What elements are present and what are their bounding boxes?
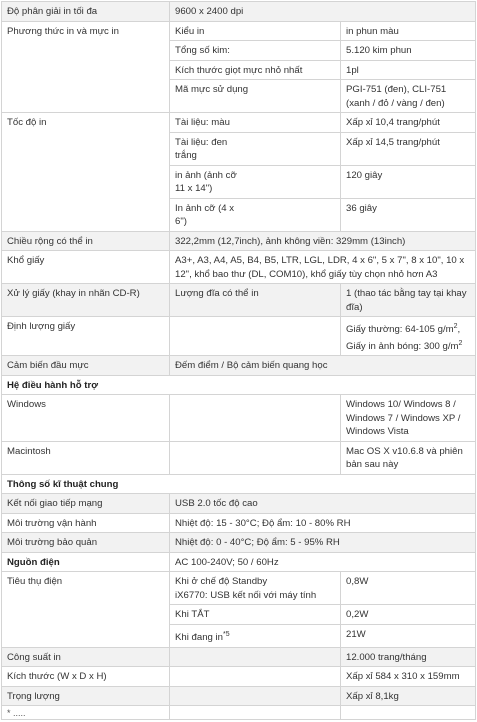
spec-value: Nhiệt độ: 0 - 40°C; Độ ẩm: 5 - 95% RH bbox=[170, 533, 476, 553]
spec-row-width bbox=[2, 231, 476, 251]
paper-weight-photo: , Giấy in ảnh bóng: 300 g/m bbox=[346, 324, 461, 352]
spec-label: Độ phân giải in tối đa bbox=[2, 2, 170, 22]
spec-empty-cell bbox=[170, 706, 341, 720]
spec-row-speed-color bbox=[2, 113, 476, 133]
spec-label: Chiều rộng có thể in bbox=[2, 231, 170, 251]
superscript: 2 bbox=[453, 323, 458, 330]
spec-sub-label: Tài liệu: đen trắng bbox=[170, 132, 341, 165]
spec-value bbox=[341, 317, 476, 356]
spec-empty-cell bbox=[170, 317, 341, 356]
spec-label: Khổ giấy bbox=[2, 251, 170, 284]
footnote-marker: *5 bbox=[223, 630, 230, 638]
spec-sub-label: Khi TẮT bbox=[170, 605, 341, 625]
spec-label: Định lượng giấy bbox=[2, 317, 170, 356]
spec-value: 120 giây bbox=[341, 165, 476, 198]
spec-section-os bbox=[2, 375, 476, 395]
spec-value: 322,2mm (12,7inch), ảnh không viền: 329mm (13inch) bbox=[170, 231, 476, 251]
spec-value: AC 100-240V; 50 / 60Hz bbox=[170, 552, 476, 572]
spec-row-mac bbox=[2, 441, 476, 474]
standby-note: iX6770: USB kết nối với máy tính bbox=[175, 589, 317, 601]
spec-empty-cell bbox=[170, 441, 341, 474]
spec-empty-cell bbox=[170, 667, 341, 687]
spec-label: Tốc độ in bbox=[2, 113, 170, 232]
spec-sub-label: Kích thước giọt mực nhỏ nhất bbox=[170, 60, 341, 80]
spec-empty-cell bbox=[170, 395, 341, 442]
spec-value: A3+, A3, A4, A5, B4, B5, LTR, LGL, LDR, 4 x 6", 5 x 7", 8 x 10", 10 x 12", khổ bao thư (DL, COM10), khổ giấy tùy chọn nhỏ hơn A3 bbox=[170, 251, 476, 284]
spec-row-operating-env bbox=[2, 513, 476, 533]
spec-row-interface bbox=[2, 494, 476, 514]
spec-label: Kết nối giao tiếp mạng bbox=[2, 494, 170, 514]
spec-row-resolution bbox=[2, 2, 476, 22]
spec-value: PGI-751 (đen), CLI-751 (xanh / đỏ / vàng / đen) bbox=[341, 80, 476, 113]
spec-label: Windows bbox=[2, 395, 170, 442]
spec-label: Trọng lượng bbox=[2, 686, 170, 706]
section-heading: Hệ điều hành hỗ trợ bbox=[2, 375, 476, 395]
spec-value: Windows 10/ Windows 8 / Windows 7 / Windows XP / Windows Vista bbox=[341, 395, 476, 442]
spec-section-general bbox=[2, 474, 476, 494]
spec-value: Xấp xỉ 584 x 310 x 159mm bbox=[341, 667, 476, 687]
spec-label: Môi trường vận hành bbox=[2, 513, 170, 533]
spec-label: Cảm biến đầu mực bbox=[2, 356, 170, 376]
cut-off-footnote: * ..... bbox=[2, 706, 170, 720]
spec-row-dimensions bbox=[2, 667, 476, 687]
spec-value: Xấp xỉ 8,1kg bbox=[341, 686, 476, 706]
spec-value: 36 giây bbox=[341, 198, 476, 231]
spec-row-ink-sensor bbox=[2, 356, 476, 376]
spec-sub-label: Mã mực sử dụng bbox=[170, 80, 341, 113]
spec-value: 12.000 trang/tháng bbox=[341, 647, 476, 667]
spec-label: Phương thức in và mực in bbox=[2, 21, 170, 113]
printing-label: Khi đang in bbox=[175, 632, 224, 644]
spec-value: 5.120 kim phun bbox=[341, 41, 476, 61]
standby-label: Khi ở chế độ Standby bbox=[175, 576, 268, 588]
spec-value: 1pl bbox=[341, 60, 476, 80]
spec-label: Kích thước (W x D x H) bbox=[2, 667, 170, 687]
spec-value: 0,8W bbox=[341, 572, 476, 605]
section-heading: Thông số kĩ thuật chung bbox=[2, 474, 476, 494]
spec-sub-label bbox=[170, 572, 341, 605]
spec-row-power-source bbox=[2, 552, 476, 572]
spec-sub-label: Tổng số kim: bbox=[170, 41, 341, 61]
spec-value: USB 2.0 tốc độ cao bbox=[170, 494, 476, 514]
spec-empty-cell bbox=[341, 706, 476, 720]
spec-row-duty bbox=[2, 647, 476, 667]
spec-value: 21W bbox=[341, 624, 476, 647]
spec-value: Xấp xỉ 14,5 trang/phút bbox=[341, 132, 476, 165]
spec-label: Tiêu thụ điện bbox=[2, 572, 170, 647]
spec-table bbox=[1, 1, 476, 720]
spec-label: Macintosh bbox=[2, 441, 170, 474]
spec-row-power-standby bbox=[2, 572, 476, 605]
spec-sub-label bbox=[170, 624, 341, 647]
spec-value: Mac OS X v10.6.8 và phiên bản sau này bbox=[341, 441, 476, 474]
spec-label: Xử lý giấy (khay in nhãn CD-R) bbox=[2, 284, 170, 317]
spec-row-paper-handling bbox=[2, 284, 476, 317]
spec-sub-label: Lượng đĩa có thể in bbox=[170, 284, 341, 317]
spec-value: 9600 x 2400 dpi bbox=[170, 2, 476, 22]
spec-label: Nguồn điện bbox=[2, 552, 170, 572]
spec-value: 1 (thao tác bằng tay tại khay đĩa) bbox=[341, 284, 476, 317]
spec-row-paper-size bbox=[2, 251, 476, 284]
spec-value: in phun màu bbox=[341, 21, 476, 41]
spec-value: Xấp xỉ 10,4 trang/phút bbox=[341, 113, 476, 133]
spec-row-cut bbox=[2, 706, 476, 720]
spec-row-method-type bbox=[2, 21, 476, 41]
spec-value: Nhiệt độ: 15 - 30°C; Độ ẩm: 10 - 80% RH bbox=[170, 513, 476, 533]
spec-sub-label: In ảnh cỡ (4 x 6") bbox=[170, 198, 341, 231]
spec-sub-label: Kiểu in bbox=[170, 21, 341, 41]
spec-value: Đếm điểm / Bộ cảm biến quang học bbox=[170, 356, 476, 376]
spec-empty-cell bbox=[170, 686, 341, 706]
spec-sub-label: Tài liệu: màu bbox=[170, 113, 341, 133]
spec-sub-label: in ảnh (ảnh cỡ 11 x 14") bbox=[170, 165, 341, 198]
spec-empty-cell bbox=[170, 647, 341, 667]
superscript: 2 bbox=[458, 339, 463, 347]
spec-row-windows bbox=[2, 395, 476, 442]
spec-row-paper-weight bbox=[2, 317, 476, 356]
spec-label: Công suất in bbox=[2, 647, 170, 667]
spec-label: Môi trường bảo quản bbox=[2, 533, 170, 553]
paper-weight-plain: Giấy thường: 64-105 g/m bbox=[346, 324, 454, 336]
spec-value: 0,2W bbox=[341, 605, 476, 625]
spec-row-storage-env bbox=[2, 533, 476, 553]
spec-row-weight bbox=[2, 686, 476, 706]
